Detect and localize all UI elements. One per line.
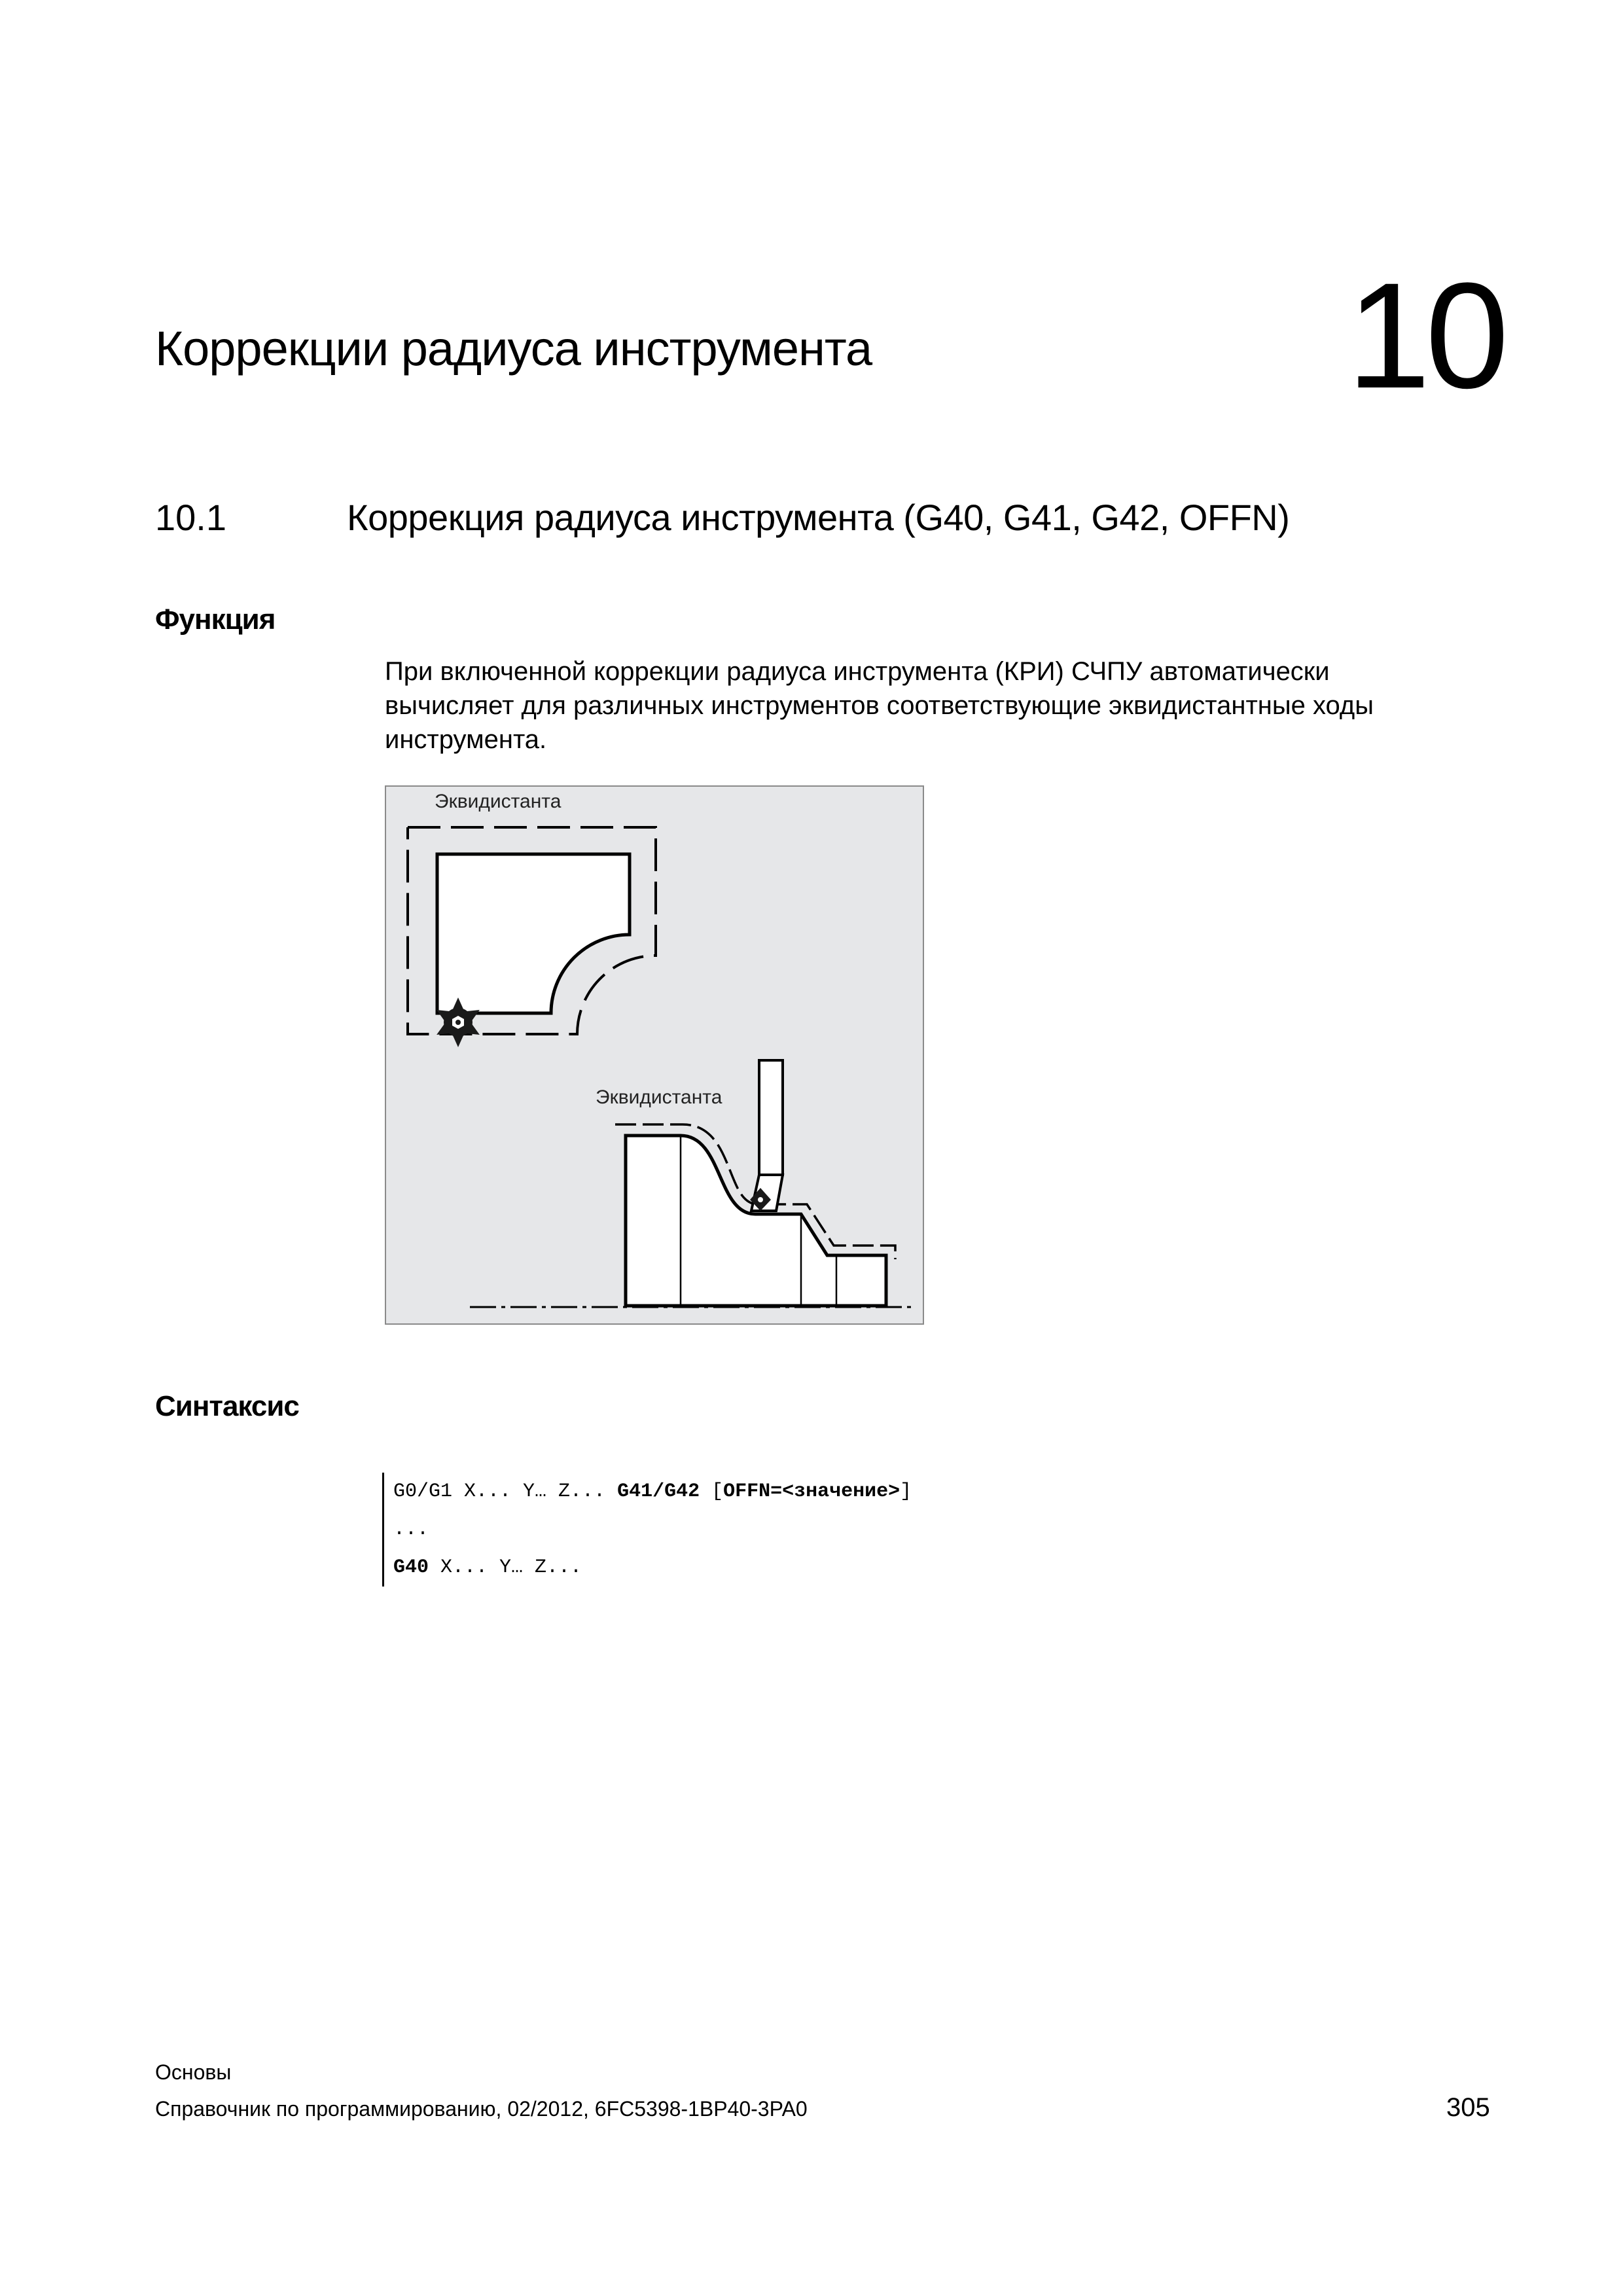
paragraph-line: При включенной коррекции радиуса инструмента (КРИ) СЧПУ автоматически [385, 657, 1330, 686]
equidistant-label-bottom: Эквидистанта [596, 1086, 722, 1108]
paragraph-line: вычисляет для различных инструментов соответствующие эквидистантные ходы [385, 691, 1374, 720]
chapter-title: Коррекции радиуса инструмента [155, 321, 872, 376]
code-text: G0/G1 X... Y… Z... [393, 1480, 618, 1503]
syntax-heading: Синтаксис [155, 1390, 299, 1422]
section-title: Коррекция радиуса инструмента (G40, G41, G42, OFFN) [347, 497, 1290, 538]
page-number: 305 [1446, 2093, 1490, 2122]
code-text: X... Y… Z... [429, 1556, 582, 1579]
paragraph-line: инструмента. [385, 725, 547, 754]
code-text: ] [900, 1480, 912, 1503]
footer-title: Основы [155, 2060, 232, 2084]
code-keyword: G41/G42 [617, 1480, 700, 1503]
code-text: [ [700, 1480, 724, 1503]
function-heading: Функция [155, 603, 276, 636]
chapter-number: 10 [1347, 251, 1504, 420]
equidistant-label-top: Эквидистанта [435, 791, 562, 812]
equidistant-figure [385, 785, 924, 1325]
code-keyword: OFFN=<значение> [723, 1480, 901, 1503]
code-keyword: G40 [393, 1556, 429, 1579]
code-line: ... [393, 1518, 429, 1541]
code-line [393, 1549, 912, 1587]
footer-reference: Справочник по программированию, 02/2012, 6FC5398-1BP40-3PA0 [155, 2097, 808, 2121]
code-line [393, 1473, 912, 1511]
syntax-code-block [382, 1473, 912, 1587]
function-paragraph [385, 655, 1510, 757]
section-number: 10.1 [155, 497, 226, 538]
